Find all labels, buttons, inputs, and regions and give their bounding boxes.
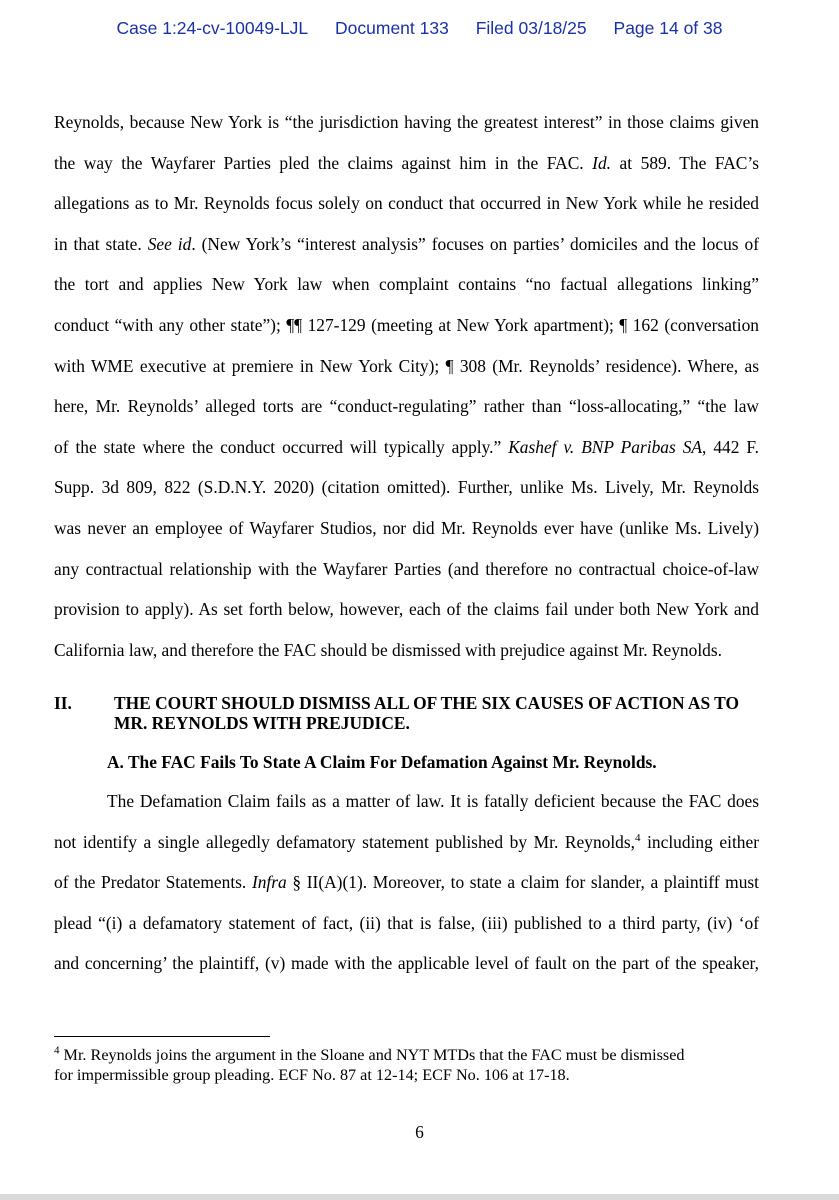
text-line [54,143,759,184]
footnote-text: Mr. Reynolds joins the argument in the Sloane and NYT MTDs that the FAC must be dismissed [59,1046,685,1064]
text-line: plead “(i) a defamatory statement of fact, (ii) that is false, (iii) published to a third party, (iv) ‘of [54,912,759,933]
footnote-divider [54,1036,270,1037]
section-title-line: MR. REYNOLDS WITH PREJUDICE. [114,713,410,733]
text-segment: not identify a single allegedly defamatory statement published by Mr. Reynolds, [54,831,635,852]
text-line [54,549,759,590]
footnote-4 [54,1045,759,1085]
text-segment: of the state where the conduct occurred will typically apply.” [54,436,509,457]
viewer-bottom-edge [0,1194,839,1200]
italic-citation: See id [147,233,192,254]
section-title-line: THE COURT SHOULD DISMISS ALL OF THE SIX CAUSES OF ACTION AS TO [114,693,739,713]
text-line [54,183,759,224]
text-line [54,427,759,468]
text-segment: in that state. [54,233,148,254]
text-segment: at 589. The FAC’s [611,152,759,173]
text-segment: . (New York’s “interest analysis” focuses on parties’ domiciles and the locus of [191,233,759,254]
text-line [54,346,759,387]
text-segment: any contractual relationship with the Wayfarer Parties (and therefore no contractual choice-of-law [54,558,759,579]
footnote-line [54,1045,759,1065]
text-segment: § II(A)(1). Moreover, to state a claim for slander, a plaintiff must [286,872,759,893]
page-number: 6 [415,1122,424,1142]
text-segment: the tort and applies New York law when complaint contains “no factual allegations linking” [54,274,759,295]
text-line [54,305,759,346]
text-segment: Reynolds, because New York is “the jurisdiction having the greatest interest” in those claims given [54,112,759,132]
text-segment: was never an employee of Wayfarer Studios, nor did Mr. Reynolds ever have (unlike Ms. Lively) [54,517,759,538]
text-line: and concerning’ the plaintiff, (v) made with the applicable level of fault on the part of the speaker, [54,953,759,974]
text-line [54,589,759,630]
text-segment: conduct “with any other state”); ¶¶ 127-129 (meeting at New York apartment); ¶ 162 (conversation [54,314,759,335]
text-segment: here, Mr. Reynolds’ alleged torts are “conduct-regulating” rather than “loss-allocating,” “the law [54,396,759,417]
text-line [54,224,759,265]
italic-citation: Id. [592,152,612,173]
italic-citation: Kashef v. BNP Paribas SA [508,436,703,457]
text-segment: Supp. 3d 809, 822 (S.D.N.Y. 2020) (citation omitted). Further, unlike Ms. Lively, Mr. Reynolds [54,477,759,498]
case-number: Case 1:24-cv-10049-LJL [116,18,309,38]
text-segment: of the Predator Statements. [54,872,252,893]
footnote-line: for impermissible group pleading. ECF No. 87 at 12-14; ECF No. 106 at 17-18. [54,1066,570,1084]
section-number: II. [54,693,72,713]
text-line [54,630,759,671]
subsection-heading-a: A. The FAC Fails To State A Claim For Defamation Against Mr. Reynolds. [107,752,657,772]
text-line [54,264,759,305]
document-number: Document 133 [335,18,449,38]
paragraph-choice-of-law [54,102,759,670]
text-line [54,508,759,549]
footnote-marker: 4 [54,1044,60,1057]
filed-date: Filed 03/18/25 [475,18,587,38]
text-line [54,386,759,427]
text-line [54,102,759,143]
text-segment: , 442 F. [702,436,759,457]
text-segment: with WME executive at premiere in New York City); ¶ 308 (Mr. Reynolds’ residence). Where, as [54,355,759,376]
text-line [54,862,759,903]
citation-signal: Infra [251,872,287,893]
text-segment: the way the Wayfarer Parties pled the claims against him in the FAC. [54,152,593,173]
section-title [114,693,764,733]
text-segment: including either [640,831,759,852]
filing-header [0,18,839,39]
text-segment: provision to apply). As set forth below, however, each of the claims fail under both New York and [54,599,759,620]
paragraph-defamation [54,781,759,984]
footnote-reference: 4 [634,831,641,844]
page-indicator: Page 14 of 38 [613,18,723,38]
text-line: The Defamation Claim fails as a matter of law. It is fatally deficient because the FAC does [107,791,759,811]
text-segment: allegations as to Mr. Reynolds focus solely on conduct that occurred in New York while he resided [54,193,759,214]
text-line [54,467,759,508]
text-line [54,822,759,863]
text-segment: California law, and therefore the FAC should be dismissed with prejudice against Mr. Reynolds. [54,639,722,660]
